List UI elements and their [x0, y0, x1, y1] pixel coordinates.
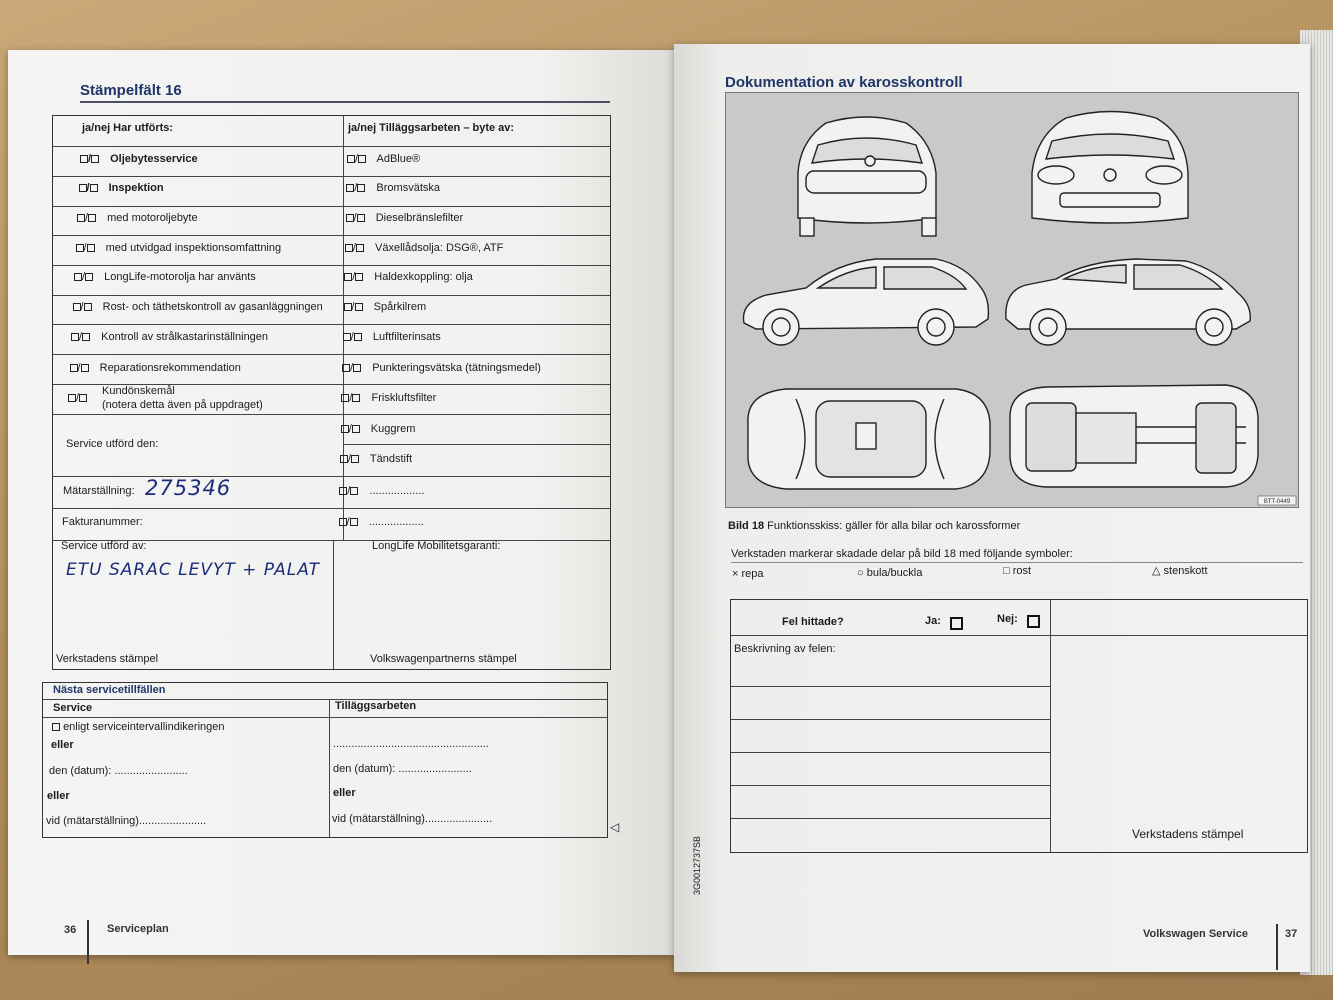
item-label: LongLife-motorolja har använts [101, 271, 256, 283]
row-line [53, 265, 610, 266]
ja-checkbox[interactable] [950, 615, 963, 633]
item-label: Friskluftsfilter [368, 392, 437, 404]
symbol-label: bula/buckla [866, 566, 923, 579]
col1-item[interactable] [79, 182, 164, 194]
eller-1: eller [51, 739, 74, 751]
col2-item[interactable] [344, 271, 473, 283]
checkbox-separator: / [352, 242, 356, 254]
item-label: Bromsvätska [373, 182, 440, 194]
car-side-view-right [1006, 259, 1250, 345]
desc-line-4 [731, 785, 1050, 786]
kundonskemal-checkbox[interactable]: / [68, 392, 87, 404]
checkbox-separator: / [348, 423, 352, 435]
service-utford-av-label: Service utförd av: [61, 540, 147, 552]
checkbox-no[interactable] [85, 273, 93, 281]
den-datum-1: den (datum): ........................ [49, 765, 188, 777]
checkbox-separator: / [85, 212, 89, 224]
item-label: Reparationsrekommendation [96, 362, 241, 374]
row-line [53, 476, 610, 477]
col1-item[interactable] [70, 362, 241, 374]
checkbox-yes[interactable] [342, 364, 350, 372]
matarstallning-label: Mätarställning: [63, 485, 135, 497]
item-label: med motoroljebyte [104, 212, 198, 224]
item-label: Inspektion [105, 182, 164, 194]
checkbox-separator: / [350, 331, 354, 343]
row-line [53, 235, 610, 236]
desc-line-5 [731, 818, 1050, 819]
checkbox-no[interactable] [90, 184, 98, 192]
den-datum-2: den (datum): ........................ [333, 763, 472, 775]
item-label: Rost- och täthetskontroll av gasanläggningen [99, 301, 323, 313]
service-utford-av-handwritten: ETU SARAC LEVYT + PALAT [66, 560, 321, 580]
next-header-line [43, 717, 607, 718]
checkbox-yes[interactable] [347, 155, 355, 163]
checkbox-yes[interactable] [71, 333, 79, 341]
vid-matar-1: vid (mätarställning)...................... [46, 815, 207, 827]
service-utford-den-label: Service utförd den: [66, 438, 159, 450]
checkbox-no[interactable] [352, 394, 360, 402]
checkbox-yes[interactable] [343, 333, 351, 341]
item-label: Luftfilterinsats [369, 331, 441, 343]
checkbox-no[interactable] [350, 487, 358, 495]
checkbox-yes[interactable] [345, 244, 353, 252]
symbol-glyph: × [732, 568, 742, 580]
checkbox-yes[interactable] [76, 244, 84, 252]
vid-matar-2: vid (mätarställning)...................... [332, 813, 493, 825]
car-diagram [725, 92, 1299, 508]
col1-item[interactable] [76, 242, 282, 254]
checkbox-yes[interactable] [80, 155, 88, 163]
checkbox-no[interactable] [352, 425, 360, 433]
row-line [53, 176, 610, 177]
checkbox-separator: / [83, 242, 87, 254]
car-top-view [748, 389, 990, 489]
checkbox-yes[interactable] [339, 518, 347, 526]
eller-2: eller [47, 790, 70, 802]
checkbox-separator: / [88, 153, 92, 165]
col1-item[interactable] [80, 153, 198, 165]
checkbox-separator: / [347, 485, 351, 497]
checkbox-no[interactable] [357, 184, 365, 192]
checkbox-no[interactable] [91, 155, 99, 163]
verkstadens-stampel-left: Verkstadens stämpel [56, 653, 159, 665]
row-line [344, 444, 610, 445]
checkbox-no[interactable] [82, 333, 90, 341]
col2-item[interactable] [343, 331, 441, 343]
car-underbody-view [1010, 385, 1258, 487]
figure-caption: Bild 18 Funktionsskiss: gäller för alla bilar och karossformer [728, 520, 1021, 532]
checkbox-no[interactable] [350, 518, 358, 526]
checkbox-no[interactable] [355, 273, 363, 281]
right-page-number: 37 [1285, 928, 1298, 940]
col1-item[interactable] [73, 301, 323, 313]
image-code: BTT-0449 [1263, 499, 1291, 505]
col2-item[interactable] [341, 423, 416, 435]
checkbox-separator: / [350, 362, 354, 374]
item-label: Kuggrem [367, 423, 416, 435]
fel-hittade-label: Fel hittade? [782, 616, 844, 628]
checkbox-separator: / [86, 182, 90, 194]
kundonskemal-note: (notera detta även på uppdraget) [102, 399, 263, 411]
eller-3: eller [333, 787, 356, 799]
row-line [53, 508, 610, 509]
checkbox-no[interactable] [84, 303, 92, 311]
checkbox-yes[interactable] [344, 273, 352, 281]
item-label: med utvidgad inspektionsomfattning [102, 242, 282, 254]
symbol-label: stenskott [1163, 564, 1208, 577]
checkbox-yes[interactable] [341, 425, 349, 433]
item-label: Punkteringsvätska (tätningsmedel) [369, 362, 541, 374]
checkbox-separator: / [349, 392, 353, 404]
checkbox-separator: / [352, 271, 356, 283]
next-service-col1: Service [53, 702, 93, 714]
row-line [53, 414, 610, 415]
next-divider [329, 699, 330, 837]
next-service-title: Nästa servicetillfällen [53, 684, 166, 696]
next-service-col2: Tilläggsarbeten [335, 700, 417, 712]
checkbox-separator: / [355, 153, 359, 165]
defect-stamp-divider [1050, 600, 1051, 852]
col2-item[interactable] [346, 212, 464, 224]
item-label: .................. [365, 516, 424, 528]
left-page-number: 36 [64, 924, 77, 936]
checkbox-no[interactable] [353, 364, 361, 372]
col1-item[interactable] [77, 212, 198, 224]
symbol-stenskott [1152, 564, 1208, 577]
symbol-repa [732, 568, 764, 580]
item-label: Växellådsolja: DSG®, ATF [371, 242, 504, 254]
checkbox-yes[interactable] [79, 184, 87, 192]
nej-checkbox[interactable] [1027, 613, 1040, 631]
item-label: Haldexkoppling: olja [371, 271, 473, 283]
row-line [53, 146, 610, 147]
car-side-view-left [743, 259, 988, 345]
checkbox-yes[interactable] [70, 364, 78, 372]
checkbox-separator: / [354, 182, 358, 194]
stamp-divider [333, 540, 334, 669]
desc-line-2 [731, 719, 1050, 720]
col1-header: ja/nej Har utförts: [82, 122, 174, 134]
symbol-label: repa [741, 568, 764, 580]
item-label: AdBlue® [374, 153, 421, 165]
col2-item[interactable] [340, 453, 412, 465]
row-line [53, 324, 610, 325]
row-line [53, 295, 610, 296]
checkbox-yes[interactable] [344, 303, 352, 311]
kundonskemal-label: Kundönskemål [102, 385, 175, 397]
symbol-rost [1003, 565, 1031, 577]
car-sketch-svg [726, 93, 1300, 509]
item-label: Spårkilrem [370, 301, 427, 313]
car-front-view [1032, 112, 1188, 224]
checkbox-yes[interactable] [346, 214, 354, 222]
col2-item[interactable] [345, 242, 503, 254]
enligt-checkbox[interactable]: enligt serviceintervallindikeringen [52, 721, 224, 733]
col2-item[interactable] [346, 182, 440, 194]
fakturanummer-label: Fakturanummer: [62, 516, 143, 528]
col2-item[interactable] [339, 516, 424, 528]
col2-item[interactable] [347, 153, 420, 165]
item-label: .................. [366, 485, 425, 497]
symbol-bula-buckla [857, 567, 922, 579]
checkbox-no[interactable] [358, 155, 366, 163]
checkbox-yes[interactable] [74, 273, 82, 281]
col1-item[interactable] [74, 271, 256, 283]
checkbox-separator: / [79, 331, 83, 343]
item-label: Dieselbränslefilter [372, 212, 464, 224]
checkbox-no[interactable] [87, 244, 95, 252]
checkbox-yes[interactable] [340, 455, 348, 463]
row-line [53, 354, 610, 355]
checkbox-yes[interactable] [77, 214, 85, 222]
col2-item[interactable] [339, 485, 424, 497]
checkbox-no[interactable] [351, 455, 359, 463]
next-title-line [43, 699, 607, 700]
col2-header: ja/nej Tilläggsarbeten – byte av: [348, 122, 515, 134]
marker-instructions: Verkstaden markerar skadade delar på bild 18 med följande symboler: [731, 548, 1073, 560]
row-line [53, 206, 610, 207]
defect-table [730, 599, 1308, 853]
desc-line-1 [731, 686, 1050, 687]
symbol-glyph: △ [1152, 564, 1164, 577]
desc-line-3 [731, 752, 1050, 753]
beskrivning-label: Beskrivning av felen: [734, 643, 836, 655]
col2-item[interactable] [341, 392, 436, 404]
checkbox-no[interactable] [88, 214, 96, 222]
checkbox-separator: / [348, 453, 352, 465]
car-rear-view [798, 117, 936, 236]
col2-item[interactable] [344, 301, 427, 313]
page-turn-arrow: ◁ [610, 820, 620, 834]
checkbox-no[interactable] [354, 333, 362, 341]
item-label: Kontroll av strålkastarinställningen [98, 331, 269, 343]
symbol-glyph: ○ [857, 566, 867, 579]
checkbox-no[interactable] [81, 364, 89, 372]
col1-item[interactable] [71, 331, 268, 343]
right-footer-bar [1276, 924, 1278, 970]
item-label: Tändstift [367, 453, 413, 465]
checkbox-no[interactable] [356, 244, 364, 252]
verkstadens-stampel-right: Verkstadens stämpel [1132, 827, 1244, 841]
checkbox-separator: / [346, 516, 350, 528]
checkbox-separator: / [80, 301, 84, 313]
checkbox-separator: / [353, 212, 357, 224]
side-code: 3G0012737SB [692, 835, 702, 895]
ja-label: Ja: [925, 615, 941, 627]
checkbox-no[interactable] [357, 214, 365, 222]
item-label: Oljebytesservice [107, 153, 198, 165]
title-rule [80, 101, 610, 103]
right-footer-label: Volkswagen Service [1143, 928, 1248, 940]
left-footer-label: Serviceplan [107, 923, 169, 935]
checkbox-no[interactable] [355, 303, 363, 311]
checkbox-separator: / [82, 271, 86, 283]
symbol-label: rost [1012, 565, 1032, 577]
longlife-label: LongLife Mobilitetsgaranti: [372, 540, 501, 552]
nej-label: Nej: [997, 613, 1018, 625]
matarstallning-handwritten: 275346 [145, 476, 232, 500]
defect-header-line [731, 635, 1307, 636]
symbol-glyph: □ [1003, 565, 1013, 577]
left-footer-bar [87, 920, 89, 964]
col2-item[interactable] [342, 362, 541, 374]
vw-partner-stampel: Volkswagenpartnerns stämpel [370, 653, 517, 665]
dotted-line: ................................................... [333, 738, 489, 750]
marker-rule [731, 562, 1303, 563]
left-page-title: Stämpelfält 16 [80, 82, 182, 99]
right-page-title: Dokumentation av karosskontroll [725, 74, 963, 91]
checkbox-separator: / [77, 362, 81, 374]
checkbox-separator: / [351, 301, 355, 313]
checkbox-yes[interactable] [73, 303, 81, 311]
